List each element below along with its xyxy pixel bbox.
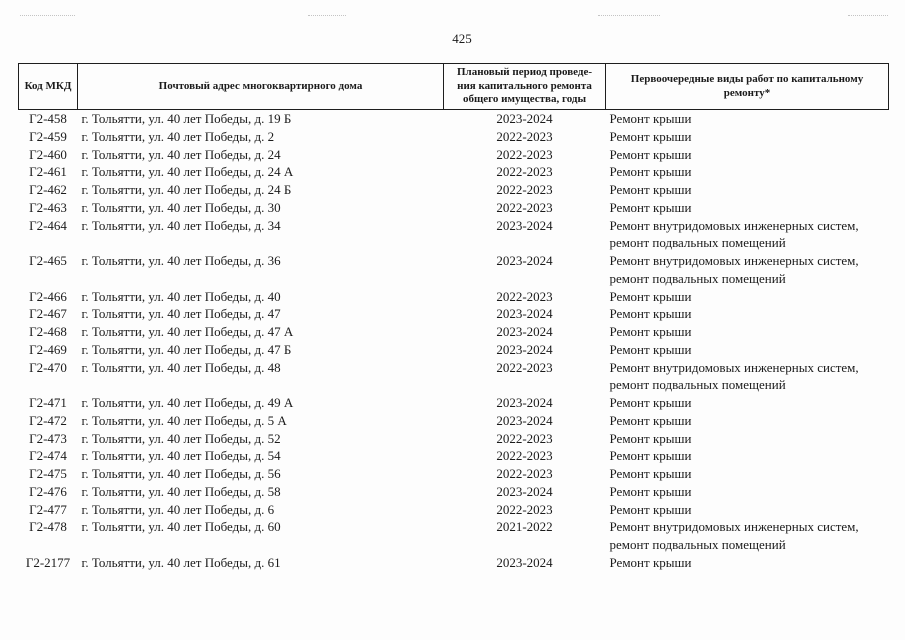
cell-works: Ремонт крыши [609,412,692,428]
capital-repair-table [18,63,889,572]
cell-code: Г2-459 [29,128,67,144]
cell-period: 2022-2023 [496,146,553,162]
cell-period: 2022-2023 [496,128,553,144]
header-period: Плановый период проведе- ния капитального ремонта общего имущества, годы [444,64,606,110]
cell-code: Г2-471 [29,395,67,410]
table-row [19,554,889,572]
table-row [19,518,889,554]
cell-code: Г2-466 [29,288,67,304]
cell-address: г. Тольятти, ул. 40 лет Победы, д. 60 [81,519,281,535]
table-row [19,394,889,412]
cell-works: Ремонт крыши [609,448,692,464]
cell-works: Ремонт крыши [609,466,692,481]
table-row [19,483,889,501]
table-row [19,447,889,465]
cell-address: г. Тольятти, ул. 40 лет Победы, д. 47 А [81,324,294,339]
cell-address: г. Тольятти, ул. 40 лет Победы, д. 34 [81,217,281,233]
cell-code: Г2-462 [29,182,67,197]
cell-period: 2023-2024 [496,253,553,268]
cell-address: г. Тольятти, ул. 40 лет Победы, д. 19 Б [81,111,292,126]
cell-code: Г2-474 [29,448,67,464]
cell-address: г. Тольятти, ул. 40 лет Победы, д. 49 А [81,395,294,410]
table-row [19,305,889,323]
cell-period: 2022-2023 [496,288,553,304]
table-row [19,341,889,359]
table-row [19,412,889,430]
cell-address: г. Тольятти, ул. 40 лет Победы, д. 24 А [81,164,294,180]
cell-period: 2023-2024 [496,306,553,322]
cell-works: Ремонт крыши [609,483,692,499]
cell-period: 2023-2024 [496,395,553,410]
cell-works: Ремонт внутридомовых инженерных систем, ремонт подвальных помещений [609,519,859,552]
cell-address: г. Тольятти, ул. 40 лет Победы, д. 61 [81,554,281,570]
cell-address: г. Тольятти, ул. 40 лет Победы, д. 47 [81,306,281,322]
cell-period: 2022-2023 [496,501,553,517]
cell-code: Г2-477 [29,501,67,517]
cell-period: 2023-2024 [496,324,553,339]
table-row [19,430,889,448]
header-code: Код МКД [19,64,78,110]
cell-works: Ремонт крыши [609,288,692,304]
cell-works: Ремонт крыши [609,111,692,126]
cell-works: Ремонт внутридомовых инженерных систем, ремонт подвальных помещений [609,217,859,251]
cell-code: Г2-458 [29,111,67,126]
table-row [19,501,889,519]
cell-code: Г2-464 [29,217,67,233]
header-address: Почтовый адрес многоквартирного дома [78,64,444,110]
cell-period: 2023-2024 [496,483,553,499]
cell-works: Ремонт крыши [609,182,692,197]
table-row [19,146,889,164]
cell-period: 2022-2023 [496,448,553,464]
cell-address: г. Тольятти, ул. 40 лет Победы, д. 5 А [81,412,287,428]
cell-code: Г2-469 [29,341,67,357]
cell-code: Г2-463 [29,199,67,215]
cell-code: Г2-2177 [25,554,71,570]
scan-artifact [308,15,346,16]
scan-artifact [848,15,888,16]
cell-works: Ремонт крыши [609,430,692,446]
cell-code: Г2-478 [29,519,67,535]
cell-period: 2023-2024 [496,111,553,126]
cell-code: Г2-461 [29,164,67,180]
cell-works: Ремонт крыши [609,341,692,357]
cell-code: Г2-472 [29,412,67,428]
cell-period: 2023-2024 [496,554,553,570]
header-row [19,64,889,110]
cell-works: Ремонт крыши [609,306,692,322]
table-row [19,359,889,395]
cell-period: 2023-2024 [496,217,553,233]
cell-address: г. Тольятти, ул. 40 лет Победы, д. 52 [81,430,281,446]
header-works: Первоочередные виды работ по капитальному ремонту* [606,64,889,110]
cell-address: г. Тольятти, ул. 40 лет Победы, д. 2 [81,128,275,144]
cell-code: Г2-476 [29,483,67,499]
cell-works: Ремонт крыши [609,128,692,144]
cell-code: Г2-473 [29,430,67,446]
cell-code: Г2-470 [29,359,67,375]
table-row [19,465,889,483]
cell-code: Г2-465 [29,253,67,268]
table-header [19,64,889,110]
table-row [19,128,889,146]
cell-address: г. Тольятти, ул. 40 лет Победы, д. 54 [81,448,281,464]
table-body [19,110,889,572]
cell-address: г. Тольятти, ул. 40 лет Победы, д. 40 [81,288,281,304]
cell-address: г. Тольятти, ул. 40 лет Победы, д. 30 [81,199,281,215]
cell-address: г. Тольятти, ул. 40 лет Победы, д. 36 [81,253,281,268]
cell-works: Ремонт крыши [609,146,692,162]
cell-period: 2023-2024 [496,412,553,428]
cell-code: Г2-475 [29,466,67,481]
cell-code: Г2-460 [29,146,67,162]
cell-works: Ремонт крыши [609,199,692,215]
cell-period: 2022-2023 [496,199,553,215]
cell-period: 2022-2023 [496,466,553,481]
scan-artifact [20,15,75,16]
cell-address: г. Тольятти, ул. 40 лет Победы, д. 47 Б [81,341,292,357]
cell-works: Ремонт крыши [609,324,692,339]
cell-works: Ремонт крыши [609,554,692,570]
table-row [19,252,889,288]
cell-period: 2021-2022 [496,519,553,535]
table-row [19,323,889,341]
table-row [19,163,889,181]
cell-works: Ремонт внутридомовых инженерных систем, ремонт подвальных помещений [609,253,859,286]
cell-code: Г2-468 [29,324,67,339]
table-row [19,217,889,253]
table-row [19,199,889,217]
table-row [19,288,889,306]
cell-address: г. Тольятти, ул. 40 лет Победы, д. 24 [81,146,281,162]
cell-address: г. Тольятти, ул. 40 лет Победы, д. 48 [81,359,281,375]
cell-period: 2022-2023 [496,430,553,446]
page-number: 425 [452,31,472,46]
cell-address: г. Тольятти, ул. 40 лет Победы, д. 56 [81,466,281,481]
scan-artifact [598,15,660,16]
cell-works: Ремонт крыши [609,395,692,410]
cell-address: г. Тольятти, ул. 40 лет Победы, д. 58 [81,483,281,499]
cell-works: Ремонт крыши [609,164,692,180]
cell-period: 2022-2023 [496,359,553,375]
cell-code: Г2-467 [29,306,67,322]
table-row [19,110,889,128]
cell-period: 2022-2023 [496,182,553,197]
cell-works: Ремонт крыши [609,501,692,517]
cell-period: 2022-2023 [496,164,553,180]
cell-period: 2023-2024 [496,341,553,357]
table-row [19,181,889,199]
cell-address: г. Тольятти, ул. 40 лет Победы, д. 6 [81,501,275,517]
cell-address: г. Тольятти, ул. 40 лет Победы, д. 24 Б [81,182,292,197]
cell-works: Ремонт внутридомовых инженерных систем, ремонт подвальных помещений [609,359,859,393]
